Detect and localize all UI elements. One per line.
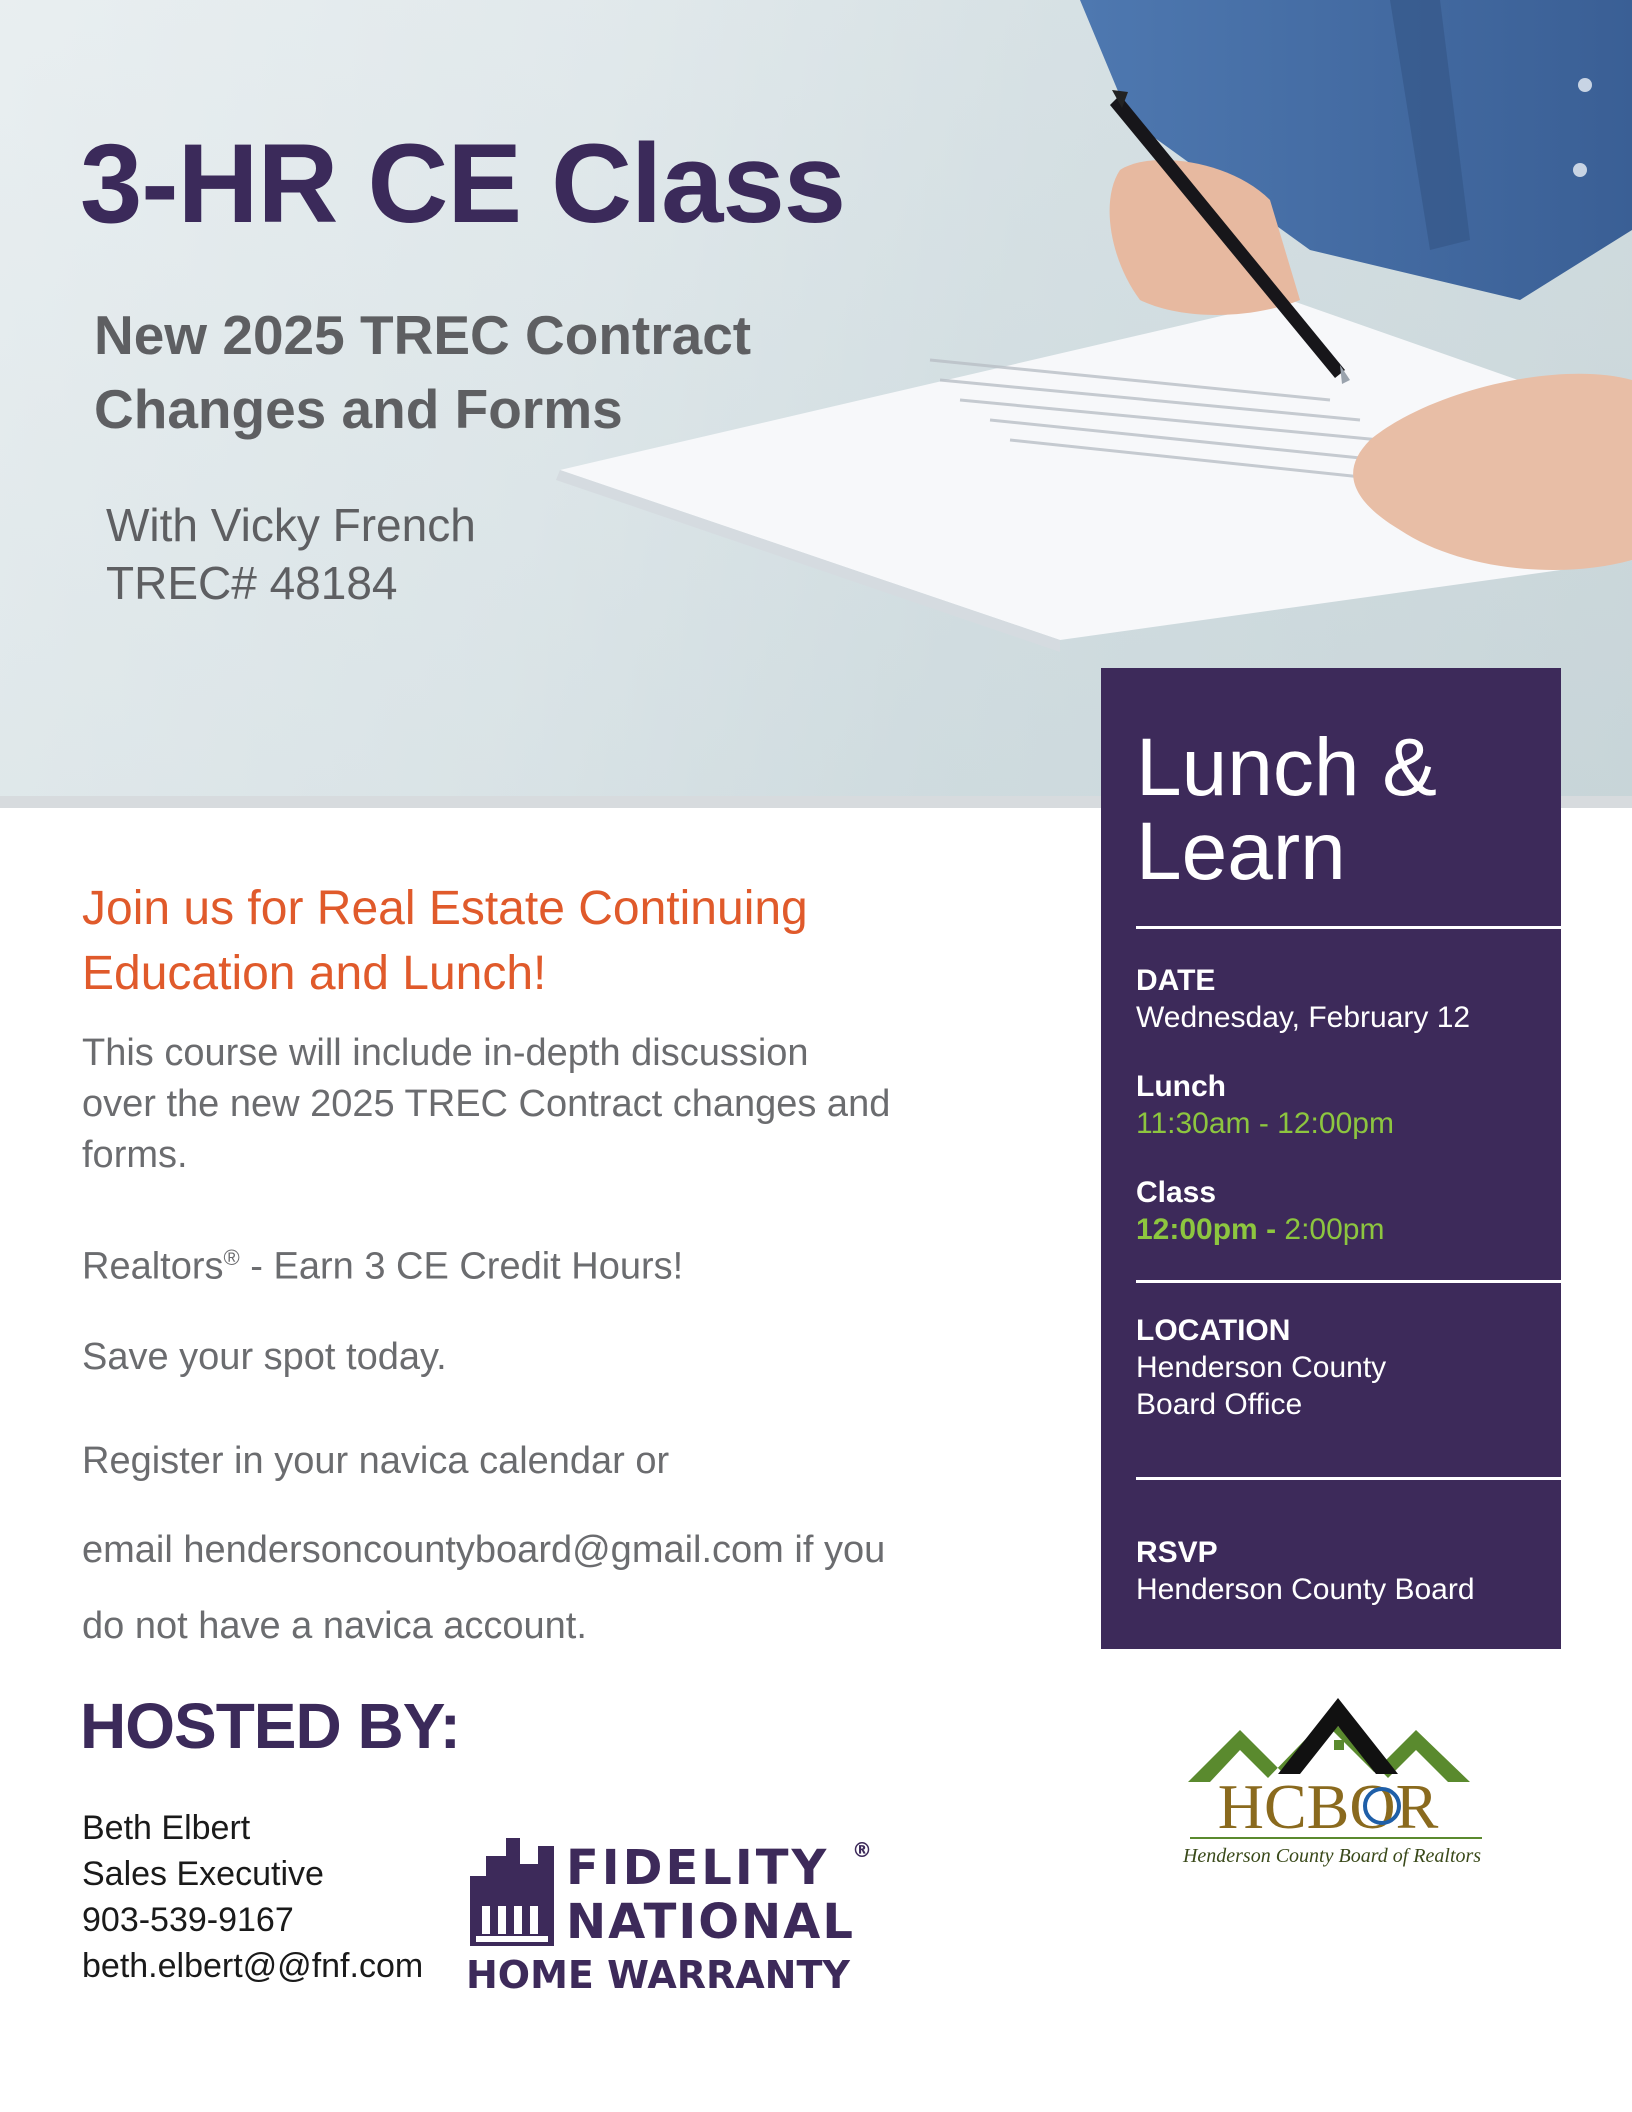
rsvp-label: RSVP <box>1136 1536 1218 1569</box>
fnf-line-2: NATIONAL <box>566 1894 855 1950</box>
course-description <box>82 1028 890 1181</box>
fidelity-national-logo <box>466 1836 876 1996</box>
course-subtitle <box>94 298 751 446</box>
date-value: Wednesday, February 12 <box>1136 1001 1471 1034</box>
hcbor-logo <box>1178 1690 1494 1890</box>
invite-heading-line-1: Join us for Real Estate Continuing <box>82 882 808 935</box>
panel-title <box>1136 722 1437 897</box>
host-contact <box>82 1805 423 1989</box>
credit-suffix: - Earn 3 CE Credit Hours! <box>239 1245 684 1288</box>
panel-divider <box>1136 926 1561 929</box>
location-line-1: Henderson County <box>1136 1351 1387 1384</box>
hosted-by-heading: HOSTED BY: <box>80 1690 460 1762</box>
fnf-registered-mark: ® <box>852 1838 872 1862</box>
host-phone: 903-539-9167 <box>82 1901 294 1939</box>
page-title: 3-HR CE Class <box>80 121 846 246</box>
subtitle-line-1: New 2025 TREC Contract <box>94 304 752 366</box>
class-label: Class <box>1136 1176 1217 1209</box>
class-time-start: 12:00pm - <box>1136 1213 1277 1246</box>
email-instruction: email hendersoncountyboard@gmail.com if you <box>82 1529 886 1571</box>
description-line-3: forms. <box>82 1134 188 1176</box>
description-line-2: over the new 2025 TREC Contract changes and <box>82 1083 891 1125</box>
registered-mark: ® <box>223 1245 240 1270</box>
lunch-label: Lunch <box>1136 1070 1226 1103</box>
panel-title-line-1: Lunch & <box>1136 722 1437 813</box>
date-label: DATE <box>1136 964 1216 997</box>
presenter-name: With Vicky French <box>106 499 476 551</box>
description-line-1: This course will include in-depth discussion <box>82 1032 809 1074</box>
lunch-learn-panel <box>1101 668 1561 1649</box>
save-spot-text: Save your spot today. <box>82 1336 447 1378</box>
panel-divider <box>1136 1477 1561 1480</box>
fnf-line-1: FIDELITY <box>566 1840 830 1896</box>
navica-instruction: do not have a navica account. <box>82 1605 587 1647</box>
location-label: LOCATION <box>1136 1314 1291 1347</box>
host-title: Sales Executive <box>82 1855 324 1893</box>
host-name: Beth Elbert <box>82 1809 251 1847</box>
host-email: beth.elbert@@fnf.com <box>82 1947 424 1985</box>
invite-heading-line-2: Education and Lunch! <box>82 947 547 1000</box>
panel-divider <box>1136 1280 1561 1283</box>
panel-title-line-2: Learn <box>1136 806 1346 897</box>
class-time-end: 2:00pm <box>1284 1213 1385 1246</box>
lunch-time: 11:30am - 12:00pm <box>1136 1107 1394 1140</box>
credit-prefix: Realtors <box>82 1245 224 1288</box>
fnf-line-3: HOME WARRANTY <box>466 1953 850 1997</box>
presenter-license: TREC# 48184 <box>106 557 398 609</box>
invite-heading <box>82 876 808 1006</box>
building-icon <box>466 1836 556 1946</box>
class-time <box>1136 1211 1384 1248</box>
rsvp-value: Henderson County Board <box>1136 1573 1475 1606</box>
credit-hours-text <box>82 1232 683 1293</box>
hcbor-tagline: Henderson County Board of Realtors <box>1182 1845 1482 1867</box>
house-roof-icon <box>1178 1690 1494 1890</box>
location-line-2: Board Office <box>1136 1388 1303 1421</box>
hcbor-letters: HCBOR <box>1217 1771 1439 1842</box>
subtitle-line-2: Changes and Forms <box>94 378 623 440</box>
register-text: Register in your navica calendar or <box>82 1440 670 1482</box>
presenter-info <box>106 496 476 612</box>
